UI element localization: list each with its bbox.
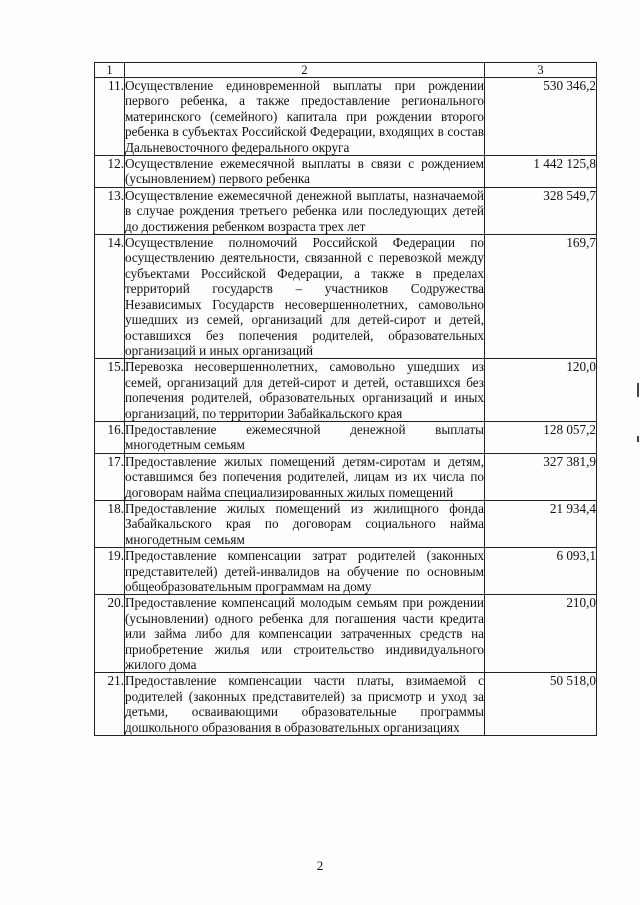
row-number: 17. xyxy=(95,453,125,500)
row-amount: 128 057,2 xyxy=(485,421,597,453)
table-row xyxy=(95,235,597,359)
table-row xyxy=(95,500,597,547)
row-amount: 530 346,2 xyxy=(485,78,597,156)
table-row xyxy=(95,78,597,156)
row-description: Предоставление ежемесячной денежной выплаты многодетным семьям xyxy=(125,421,484,453)
row-number: 14. xyxy=(95,235,125,359)
row-amount: 1 442 125,8 xyxy=(485,156,597,188)
row-amount: 169,7 xyxy=(485,235,597,359)
row-description: Осуществление ежемесячной выплаты в связи с рождением (усыновлением) первого ребенка xyxy=(125,156,484,187)
row-number: 18. xyxy=(95,500,125,547)
row-number: 13. xyxy=(95,187,125,234)
row-amount: 328 549,7 xyxy=(485,187,597,234)
row-description: Предоставление компенсаций молодым семьям при рождении (усыновлении) одного ребенка для погашения части кредита или займа либо для компенсации затраченных средств на приобретение жилья или строительство индивидуального жилого дома xyxy=(125,595,484,673)
row-number: 15. xyxy=(95,359,125,422)
row-amount: 210,0 xyxy=(485,595,597,673)
row-amount: 6 093,1 xyxy=(485,548,597,595)
row-amount: 120,0 xyxy=(485,359,597,422)
row-amount: 327 381,9 xyxy=(485,453,597,500)
row-description: Осуществление полномочий Российской Федерации по осуществлению деятельности, связанной с перевозкой между субъектами Российской Федерации, а также в пределах территорий государств – участников Содружества Независимых Государств несовершеннолетних, самовольно ушедших из семей, организаций для детей-сирот и детей, оставшихся без попечения родителей, образовательных организаций и иных организаций xyxy=(125,235,484,358)
row-description: Предоставление компенсации затрат родителей (законных представителей) детей-инвалидов на обучение по основным общеобразовательным программам на дому xyxy=(125,548,484,594)
table-header-row xyxy=(95,63,597,78)
row-amount: 21 934,4 xyxy=(485,500,597,547)
scan-edge-mark xyxy=(637,436,639,442)
row-number: 20. xyxy=(95,595,125,673)
scan-edge-mark xyxy=(637,383,639,397)
row-description: Предоставление жилых помещений из жилищного фонда Забайкальского края по договорам социального найма многодетным семьям xyxy=(125,500,484,547)
row-description: Осуществление единовременной выплаты при рождении первого ребенка, а также предоставление регионального материнского (семейного) капитала при рождении второго ребенка в субъектах Российской Федерации, входящих в состав Дальневосточного федерального округа xyxy=(125,78,484,155)
row-number: 16. xyxy=(95,421,125,453)
header-col-3: 3 xyxy=(485,63,597,78)
row-number: 12. xyxy=(95,156,125,188)
row-description: Перевозка несовершеннолетних, самовольно ушедших из семей, организаций для детей-сирот и детей, оставшихся без попечения родителей, образовательных организаций и иных организаций, по территории Забайкальского края xyxy=(125,359,484,421)
table-row xyxy=(95,359,597,422)
table-row xyxy=(95,595,597,673)
row-number: 21. xyxy=(95,673,125,736)
table-row xyxy=(95,548,597,595)
table-row xyxy=(95,453,597,500)
budget-table xyxy=(94,62,597,736)
header-col-1: 1 xyxy=(95,63,125,78)
row-description: Осуществление ежемесячной денежной выплаты, назначаемой в случае рождения третьего ребенка или последующих детей до достижения ребенком возраста трех лет xyxy=(125,187,484,234)
page-number: 2 xyxy=(316,858,324,873)
table-row xyxy=(95,673,597,736)
row-amount: 50 518,0 xyxy=(485,673,597,736)
row-number: 19. xyxy=(95,548,125,595)
table-row xyxy=(95,156,597,188)
table-row xyxy=(95,421,597,453)
row-description: Предоставление компенсации части платы, взимаемой с родителей (законных представителей) за присмотр и уход за детьми, осваивающими образовательные программы дошкольного образования в образовательных организациях xyxy=(125,673,484,735)
row-number: 11. xyxy=(95,78,125,156)
table-row xyxy=(95,187,597,234)
header-col-2: 2 xyxy=(125,63,485,78)
row-description: Предоставление жилых помещений детям-сиротам и детям, оставшимся без попечения родителей, лицам из их числа по договорам найма специализированных жилых помещений xyxy=(125,453,484,500)
